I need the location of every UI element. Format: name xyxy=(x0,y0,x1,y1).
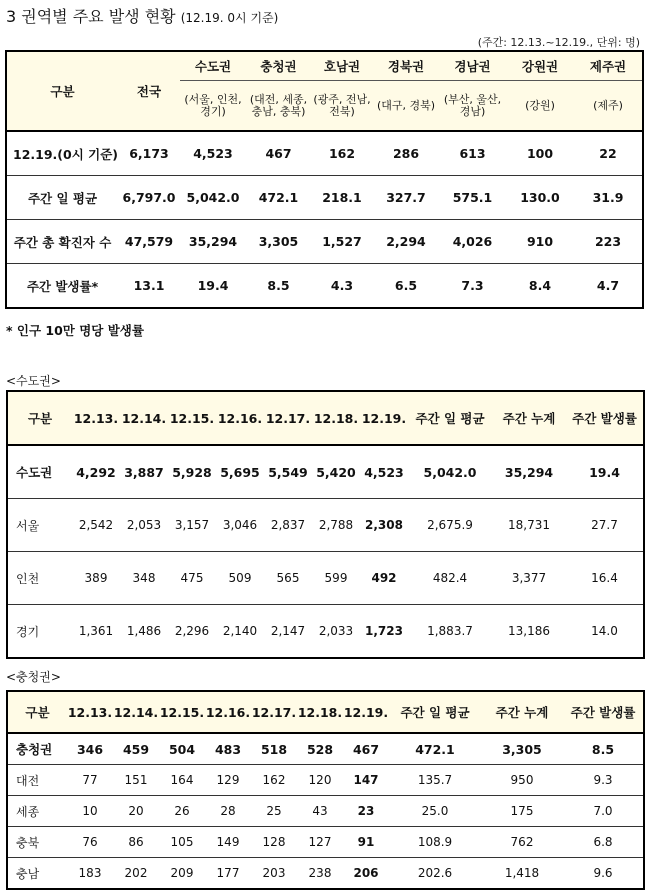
title-main: 3 권역별 주요 발생 현황 xyxy=(6,7,176,26)
row-label: 수도권 xyxy=(7,445,72,499)
cell: 177 xyxy=(205,858,251,890)
row-label: 대전 xyxy=(7,765,67,796)
row-label: 12.19.(0시 기준) xyxy=(6,131,118,176)
cell: 129 xyxy=(205,765,251,796)
cell: 2,147 xyxy=(264,605,312,659)
cell: 3,157 xyxy=(168,499,216,552)
cell: 25.0 xyxy=(389,796,481,827)
row-label: 주간 총 확진자 수 xyxy=(6,220,118,264)
column-header: 주간 누계 xyxy=(481,691,563,733)
cell: 162 xyxy=(311,131,373,176)
header-region-detail: (부산, 울산, 경남) xyxy=(439,81,506,132)
cell: 2,788 xyxy=(312,499,360,552)
cell: 183 xyxy=(67,858,113,890)
row-label: 경기 xyxy=(7,605,72,659)
cell: 3,046 xyxy=(216,499,264,552)
cell: 4,292 xyxy=(72,445,120,499)
cell: 202.6 xyxy=(389,858,481,890)
table-row xyxy=(7,858,644,890)
cell: 135.7 xyxy=(389,765,481,796)
row-label: 서울 xyxy=(7,499,72,552)
column-header: 12.14. xyxy=(113,691,159,733)
cell: 162 xyxy=(251,765,297,796)
cell: 5,928 xyxy=(168,445,216,499)
cell: 518 xyxy=(251,733,297,765)
cell: 120 xyxy=(297,765,343,796)
column-header: 12.16. xyxy=(205,691,251,733)
cell: 5,420 xyxy=(312,445,360,499)
table-row xyxy=(6,220,643,264)
cell: 5,042.0 xyxy=(408,445,492,499)
cell: 6.8 xyxy=(563,827,644,858)
cell: 86 xyxy=(113,827,159,858)
table-row xyxy=(7,733,644,765)
cell: 105 xyxy=(159,827,205,858)
cell: 3,887 xyxy=(120,445,168,499)
table-header-row xyxy=(7,691,644,733)
cell: 483 xyxy=(205,733,251,765)
cell: 100 xyxy=(506,131,574,176)
cell: 5,695 xyxy=(216,445,264,499)
cell: 1,723 xyxy=(360,605,408,659)
cell: 22 xyxy=(574,131,643,176)
cell: 762 xyxy=(481,827,563,858)
row-label: 주간 발생률* xyxy=(6,264,118,309)
cell: 509 xyxy=(216,552,264,605)
cell: 91 xyxy=(343,827,389,858)
cell: 528 xyxy=(297,733,343,765)
row-label: 충남 xyxy=(7,858,67,890)
cell: 14.0 xyxy=(566,605,644,659)
cell: 2,296 xyxy=(168,605,216,659)
column-header: 구분 xyxy=(7,391,72,445)
cell: 2,675.9 xyxy=(408,499,492,552)
cell: 4,523 xyxy=(360,445,408,499)
cell: 6,797.0 xyxy=(118,176,180,220)
unit-note: (주간: 12.13.~12.19., 단위: 명) xyxy=(477,36,640,49)
cell: 26 xyxy=(159,796,205,827)
table-header-row xyxy=(7,391,644,445)
cell: 327.7 xyxy=(373,176,439,220)
section-heading-capital: <수도권> xyxy=(6,374,61,388)
row-label: 충북 xyxy=(7,827,67,858)
cell: 389 xyxy=(72,552,120,605)
cell: 467 xyxy=(343,733,389,765)
cell: 4.3 xyxy=(311,264,373,309)
header-corner: 구분 xyxy=(6,51,118,131)
cell: 2,837 xyxy=(264,499,312,552)
cell: 286 xyxy=(373,131,439,176)
table-row xyxy=(6,264,643,309)
header-region-name: 수도권 xyxy=(180,51,246,81)
cell: 9.6 xyxy=(563,858,644,890)
column-header: 12.17. xyxy=(251,691,297,733)
cell: 10 xyxy=(67,796,113,827)
cell: 2,053 xyxy=(120,499,168,552)
column-header: 구분 xyxy=(7,691,67,733)
cell: 31.9 xyxy=(574,176,643,220)
cell: 599 xyxy=(312,552,360,605)
cell: 35,294 xyxy=(180,220,246,264)
table-row xyxy=(6,176,643,220)
cell: 206 xyxy=(343,858,389,890)
column-header: 주간 일 평균 xyxy=(408,391,492,445)
cell: 47,579 xyxy=(118,220,180,264)
cell: 3,305 xyxy=(481,733,563,765)
column-header: 12.17. xyxy=(264,391,312,445)
cell: 18,731 xyxy=(492,499,566,552)
table-row xyxy=(7,605,644,659)
cell: 565 xyxy=(264,552,312,605)
cell: 16.4 xyxy=(566,552,644,605)
cell: 202 xyxy=(113,858,159,890)
cell: 467 xyxy=(246,131,311,176)
cell: 27.7 xyxy=(566,499,644,552)
cell: 13.1 xyxy=(118,264,180,309)
cell: 7.0 xyxy=(563,796,644,827)
column-header: 12.19. xyxy=(343,691,389,733)
cell: 2,033 xyxy=(312,605,360,659)
header-region-detail: (강원) xyxy=(506,81,574,132)
column-header: 12.13. xyxy=(72,391,120,445)
cell: 13,186 xyxy=(492,605,566,659)
header-region-name: 경남권 xyxy=(439,51,506,81)
row-label: 주간 일 평균 xyxy=(6,176,118,220)
row-label: 세종 xyxy=(7,796,67,827)
cell: 6.5 xyxy=(373,264,439,309)
column-header: 주간 발생률 xyxy=(566,391,644,445)
cell: 2,542 xyxy=(72,499,120,552)
cell: 149 xyxy=(205,827,251,858)
cell: 175 xyxy=(481,796,563,827)
cell: 23 xyxy=(343,796,389,827)
cell: 19.4 xyxy=(566,445,644,499)
cell: 4,523 xyxy=(180,131,246,176)
cell: 203 xyxy=(251,858,297,890)
cell: 238 xyxy=(297,858,343,890)
column-header: 12.16. xyxy=(216,391,264,445)
cell: 218.1 xyxy=(311,176,373,220)
cell: 6,173 xyxy=(118,131,180,176)
cell: 950 xyxy=(481,765,563,796)
section-heading-chungcheong: <충청권> xyxy=(6,670,61,684)
cell: 9.3 xyxy=(563,765,644,796)
cell: 346 xyxy=(67,733,113,765)
header-region-name: 경북권 xyxy=(373,51,439,81)
cell: 151 xyxy=(113,765,159,796)
column-header: 12.15. xyxy=(168,391,216,445)
column-header: 12.15. xyxy=(159,691,205,733)
header-region-detail: (제주) xyxy=(574,81,643,132)
cell: 223 xyxy=(574,220,643,264)
cell: 492 xyxy=(360,552,408,605)
column-header: 주간 누계 xyxy=(492,391,566,445)
cell: 130.0 xyxy=(506,176,574,220)
cell: 472.1 xyxy=(246,176,311,220)
cell: 4,026 xyxy=(439,220,506,264)
table-row xyxy=(7,796,644,827)
cell: 475 xyxy=(168,552,216,605)
column-header: 12.18. xyxy=(312,391,360,445)
cell: 8.5 xyxy=(563,733,644,765)
cell: 482.4 xyxy=(408,552,492,605)
cell: 43 xyxy=(297,796,343,827)
header-region-detail: (서울, 인천, 경기) xyxy=(180,81,246,132)
cell: 5,549 xyxy=(264,445,312,499)
cell: 76 xyxy=(67,827,113,858)
cell: 910 xyxy=(506,220,574,264)
header-region-name: 제주권 xyxy=(574,51,643,81)
cell: 2,294 xyxy=(373,220,439,264)
cell: 28 xyxy=(205,796,251,827)
cell: 1,883.7 xyxy=(408,605,492,659)
table-row xyxy=(7,445,644,499)
footnote: * 인구 10만 명당 발생률 xyxy=(6,323,144,338)
cell: 209 xyxy=(159,858,205,890)
cell: 4.7 xyxy=(574,264,643,309)
header-national: 전국 xyxy=(118,51,180,131)
cell: 472.1 xyxy=(389,733,481,765)
cell: 8.5 xyxy=(246,264,311,309)
column-header: 주간 발생률 xyxy=(563,691,644,733)
table-row xyxy=(7,499,644,552)
cell: 504 xyxy=(159,733,205,765)
cell: 25 xyxy=(251,796,297,827)
cell: 1,486 xyxy=(120,605,168,659)
column-header: 주간 일 평균 xyxy=(389,691,481,733)
table-row xyxy=(7,827,644,858)
column-header: 12.14. xyxy=(120,391,168,445)
cell: 613 xyxy=(439,131,506,176)
cell: 147 xyxy=(343,765,389,796)
capital-region-table xyxy=(6,390,645,659)
header-region-detail: (광주, 전남, 전북) xyxy=(311,81,373,132)
column-header: 12.19. xyxy=(360,391,408,445)
table-row xyxy=(7,765,644,796)
cell: 2,140 xyxy=(216,605,264,659)
cell: 3,377 xyxy=(492,552,566,605)
row-label: 충청권 xyxy=(7,733,67,765)
header-region-name: 충청권 xyxy=(246,51,311,81)
regional-summary-table xyxy=(5,50,644,309)
cell: 459 xyxy=(113,733,159,765)
cell: 164 xyxy=(159,765,205,796)
table-row xyxy=(6,131,643,176)
chungcheong-region-table xyxy=(6,690,645,890)
cell: 1,527 xyxy=(311,220,373,264)
cell: 5,042.0 xyxy=(180,176,246,220)
cell: 127 xyxy=(297,827,343,858)
page-title xyxy=(6,4,278,27)
cell: 19.4 xyxy=(180,264,246,309)
header-region-name: 강원권 xyxy=(506,51,574,81)
cell: 3,305 xyxy=(246,220,311,264)
row-label: 인천 xyxy=(7,552,72,605)
column-header: 12.18. xyxy=(297,691,343,733)
cell: 1,361 xyxy=(72,605,120,659)
cell: 575.1 xyxy=(439,176,506,220)
cell: 1,418 xyxy=(481,858,563,890)
cell: 8.4 xyxy=(506,264,574,309)
cell: 348 xyxy=(120,552,168,605)
column-header: 12.13. xyxy=(67,691,113,733)
title-sub: (12.19. 0시 기준) xyxy=(180,11,279,25)
cell: 128 xyxy=(251,827,297,858)
cell: 2,308 xyxy=(360,499,408,552)
cell: 35,294 xyxy=(492,445,566,499)
cell: 108.9 xyxy=(389,827,481,858)
header-region-detail: (대구, 경북) xyxy=(373,81,439,132)
header-region-detail: (대전, 세종, 충남, 충북) xyxy=(246,81,311,132)
cell: 20 xyxy=(113,796,159,827)
header-region-name: 호남권 xyxy=(311,51,373,81)
cell: 77 xyxy=(67,765,113,796)
table-row xyxy=(7,552,644,605)
cell: 7.3 xyxy=(439,264,506,309)
